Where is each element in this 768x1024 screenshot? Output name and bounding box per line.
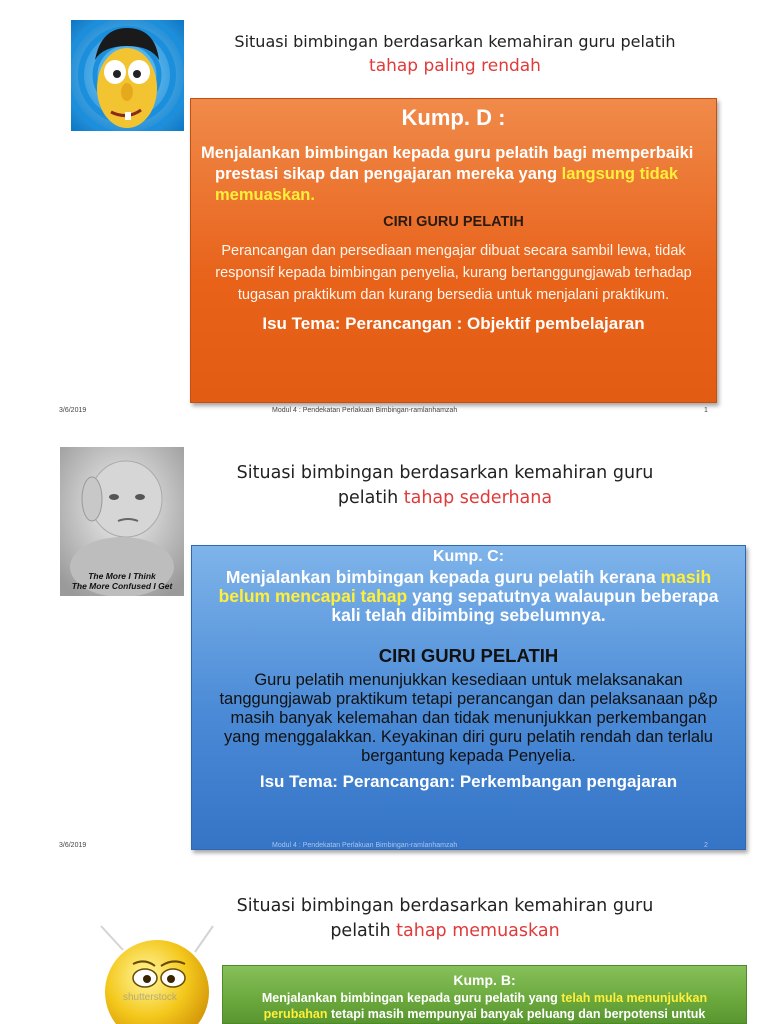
group-b-desc-highlight-1: telah mula menunjukkan xyxy=(561,991,708,1005)
group-d-desc-text: Menjalankan bimbingan kepada guru pelatih bagi memperbaiki prestasi sikap dan pengajaran mereka yang xyxy=(201,144,694,183)
yellow-emoji-image xyxy=(95,922,220,1024)
group-d-ciri-heading: CIRI GURU PELATIH xyxy=(383,214,524,230)
group-c-title: Kump. C: xyxy=(432,548,505,565)
group-c-isu-tema: Isu Tema: Perancangan: Perkembangan pengajaran xyxy=(259,772,678,791)
slide-3-title-prefix: pelatih xyxy=(330,921,397,941)
photo-caption-line2: The More Confused I Get xyxy=(71,581,173,591)
group-b-desc-highlight-2: perubahan xyxy=(263,1007,328,1021)
slide-1-footer-page: 1 xyxy=(704,407,708,414)
group-b-title: Kump. B: xyxy=(453,972,516,988)
slide-2-footer-page: 2 xyxy=(704,842,708,849)
group-c-desc-text-1: Menjalankan bimbingan kepada guru pelatih kerana xyxy=(225,567,661,587)
slide-1-title-line1: Situasi bimbingan berdasarkan kemahiran guru pelatih xyxy=(234,32,676,51)
group-d-isu-tema: Isu Tema: Perancangan : Objektif pembelajaran xyxy=(262,314,645,333)
group-c-ciri-text: Guru pelatih menunjukkan kesediaan untuk melaksanakan tanggungjawab praktikum tetapi perancangan dan pelaksanaan p&p masih banyak kelemahan dan tidak menunjukkan perkembangan yang menggalakkan. Keyakinan diri guru pelatih rendah dan terlalu bergantung kepada Penyelia. xyxy=(219,671,718,765)
group-c-desc-text-2: yang sepatutnya walaupun beberapa kali telah dibimbing sebelumnya. xyxy=(331,586,719,625)
photo-caption-line1: The More I Think xyxy=(88,571,156,581)
group-b-description xyxy=(231,990,738,1022)
slide-3-title xyxy=(200,894,690,944)
slide-3-title-line2 xyxy=(200,919,690,944)
watermark-text: shutterstock xyxy=(123,992,177,1003)
slide-1-title-level: tahap paling rendah xyxy=(369,56,541,76)
slide-3-title-line1: Situasi bimbingan berdasarkan kemahiran guru xyxy=(236,896,654,916)
group-d-title: Kump. D : xyxy=(401,105,506,130)
slide-1-footer-title: Modul 4 : Pendekatan Perlakuan Bimbingan-ramlanhamzah xyxy=(272,407,458,414)
group-c-ciri-heading: CIRI GURU PELATIH xyxy=(378,645,559,666)
slide-2-footer-date: 3/6/2019 xyxy=(59,842,87,849)
slide-2-title-prefix: pelatih xyxy=(337,488,404,508)
slide-2-title-level: tahap sederhana xyxy=(403,488,553,508)
slide-2-footer-title: Modul 4 : Pendekatan Perlakuan Bimbingan-ramlanhamzah xyxy=(272,842,458,849)
group-b-desc-text-1: Menjalankan bimbingan kepada guru pelatih yang xyxy=(261,991,562,1005)
group-b-desc-text-2: tetapi masih mempunyai banyak peluang dan berpotensi untuk xyxy=(327,1007,706,1021)
slide-2-title-line1: Situasi bimbingan berdasarkan kemahiran guru xyxy=(236,463,654,483)
slide-1-footer-date: 3/6/2019 xyxy=(59,407,87,414)
slide-3-title-level: tahap memuaskan xyxy=(396,921,560,941)
group-d-ciri-text: Perancangan dan persediaan mengajar dibuat secara sambil lewa, tidak responsif kepada bimbingan penyelia, kurang bertanggungjawab terhadap tugasan praktikum dan kurang bersedia untuk menjalani praktikum. xyxy=(215,243,692,303)
group-b-box xyxy=(222,965,747,1024)
group-c-desc-highlight: masih belum mencapai tahap xyxy=(218,567,712,606)
group-d-desc-highlight: langsung tidak memuaskan. xyxy=(215,165,679,204)
